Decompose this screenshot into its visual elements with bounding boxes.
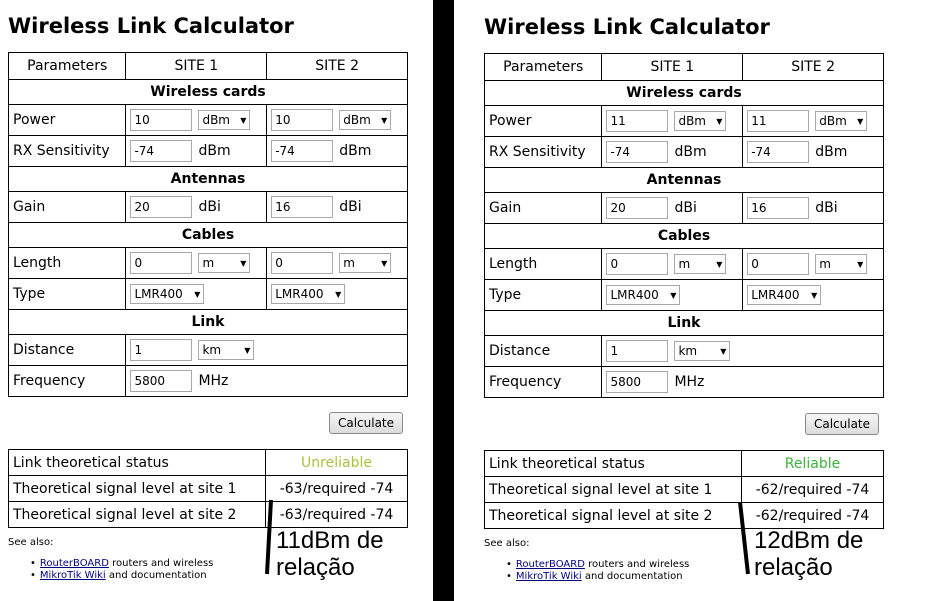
chevron-down-icon: ▼ <box>381 115 388 125</box>
annotation-line-1: 12dBm de <box>754 527 864 554</box>
gain-unit-label: dBi <box>674 200 697 216</box>
type-site1-select[interactable] <box>606 285 680 305</box>
chevron-down-icon: ▼ <box>194 289 201 299</box>
results-table <box>8 449 408 528</box>
select-value: LMR400 <box>275 287 324 301</box>
rx-site1-input[interactable]: -74 <box>606 141 668 163</box>
list-item <box>514 571 689 583</box>
link-desc: and documentation <box>581 571 683 582</box>
gain-unit-label: dBi <box>339 199 362 215</box>
select-value: dBm <box>202 113 230 127</box>
frequency-unit-label: MHz <box>674 374 705 390</box>
distance-input[interactable]: 1 <box>606 340 668 362</box>
label-frequency: Frequency <box>485 367 602 398</box>
site1-signal-label: Theoretical signal level at site 1 <box>9 476 266 502</box>
length-site2-input[interactable]: 0 <box>271 252 333 274</box>
link-desc: routers and wireless <box>108 558 214 569</box>
status-value: Reliable <box>742 451 884 477</box>
annotation-line <box>262 498 274 578</box>
label-rx-sensitivity: RX Sensitivity <box>485 137 602 168</box>
status-label: Link theoretical status <box>9 450 266 476</box>
rx-site2-input[interactable]: -74 <box>747 141 809 163</box>
select-value: LMR400 <box>134 287 183 301</box>
header-parameters: Parameters <box>485 54 602 81</box>
list-item <box>38 570 213 582</box>
label-distance: Distance <box>9 335 126 366</box>
gain-unit-label: dBi <box>815 200 838 216</box>
select-value: dBm <box>678 114 706 128</box>
label-power: Power <box>9 105 126 136</box>
list-item <box>514 559 689 571</box>
see-also-label: See also: <box>8 537 54 548</box>
type-site1-select[interactable] <box>130 284 204 304</box>
frequency-input[interactable]: 5800 <box>130 370 192 392</box>
chevron-down-icon: ▼ <box>716 116 723 126</box>
chevron-down-icon: ▼ <box>857 259 864 269</box>
length-site2-unit-select[interactable] <box>815 254 867 274</box>
label-gain: Gain <box>9 192 126 223</box>
chevron-down-icon: ▼ <box>335 289 342 299</box>
power-site1-input[interactable]: 10 <box>130 109 192 131</box>
distance-unit-select[interactable] <box>198 340 254 360</box>
list-item <box>38 558 213 570</box>
site1-signal-value: -63/required -74 <box>266 476 408 502</box>
select-value: LMR400 <box>610 288 659 302</box>
select-value: dBm <box>819 114 847 128</box>
select-value: m <box>343 256 355 270</box>
mikrotik-wiki-link[interactable]: MikroTik Wiki <box>515 571 582 582</box>
section-cables: Cables <box>485 224 884 249</box>
length-site1-unit-select[interactable] <box>674 254 726 274</box>
annotation-line-1: 11dBm de <box>276 527 384 554</box>
routerboard-link[interactable]: RouterBOARD <box>515 559 585 570</box>
chevron-down-icon: ▼ <box>240 258 247 268</box>
select-value: km <box>678 344 698 358</box>
select-value: dBm <box>343 113 371 127</box>
see-also-list <box>38 558 213 582</box>
chevron-down-icon: ▼ <box>240 115 247 125</box>
chevron-down-icon: ▼ <box>857 116 864 126</box>
panel-divider <box>433 0 454 601</box>
chevron-down-icon: ▼ <box>716 259 723 269</box>
label-rx-sensitivity: RX Sensitivity <box>9 136 126 167</box>
label-power: Power <box>485 106 602 137</box>
section-link: Link <box>485 311 884 336</box>
site2-signal-label: Theoretical signal level at site 2 <box>485 503 742 529</box>
results-table <box>484 450 884 529</box>
select-value: m <box>202 256 215 270</box>
see-also-list <box>514 559 689 583</box>
header-site-1: SITE 1 <box>602 54 743 81</box>
annotation-line-2: relação <box>276 554 355 581</box>
section-wireless-cards: Wireless cards <box>485 81 884 106</box>
calculate-button[interactable]: Calculate <box>329 412 403 434</box>
header-site-1: SITE 1 <box>126 53 267 80</box>
select-value: m <box>819 257 831 271</box>
distance-unit-select[interactable] <box>674 341 730 361</box>
length-site1-input[interactable]: 0 <box>130 252 192 274</box>
chevron-down-icon: ▼ <box>244 345 251 355</box>
site2-signal-label: Theoretical signal level at site 2 <box>9 502 266 528</box>
gain-site1-input[interactable]: 20 <box>130 196 192 218</box>
annotation-line-2: relação <box>754 554 833 581</box>
page-title: Wireless Link Calculator <box>484 15 770 39</box>
section-wireless-cards: Wireless cards <box>9 80 408 105</box>
select-value: km <box>202 343 222 357</box>
label-frequency: Frequency <box>9 366 126 397</box>
frequency-input[interactable]: 5800 <box>606 371 668 393</box>
calculator-panel-right <box>476 0 886 601</box>
label-length: Length <box>485 249 602 280</box>
rx-unit-label: dBm <box>815 144 848 160</box>
frequency-unit-label: MHz <box>198 373 229 389</box>
rx-unit-label: dBm <box>339 143 372 159</box>
header-site-2: SITE 2 <box>743 54 884 81</box>
type-site2-select[interactable] <box>271 284 345 304</box>
routerboard-link[interactable]: RouterBOARD <box>39 558 109 569</box>
see-also-label: See also: <box>484 538 530 549</box>
gain-unit-label: dBi <box>198 199 221 215</box>
label-type: Type <box>9 279 126 310</box>
parameters-table <box>484 53 884 398</box>
label-distance: Distance <box>485 336 602 367</box>
header-site-2: SITE 2 <box>267 53 408 80</box>
annotation-text <box>276 527 384 581</box>
chevron-down-icon: ▼ <box>670 290 677 300</box>
site2-signal-value: -62/required -74 <box>742 503 884 529</box>
rx-site2-input[interactable]: -74 <box>271 140 333 162</box>
rx-site1-input[interactable]: -74 <box>130 140 192 162</box>
annotation-text <box>754 527 863 581</box>
header-parameters: Parameters <box>9 53 126 80</box>
parameters-table <box>8 52 408 397</box>
power-site1-unit-select[interactable] <box>674 111 726 131</box>
status-value: Unreliable <box>266 450 408 476</box>
length-site1-unit-select[interactable] <box>198 253 250 273</box>
distance-input[interactable]: 1 <box>130 339 192 361</box>
page-title: Wireless Link Calculator <box>8 14 294 38</box>
chevron-down-icon: ▼ <box>381 258 388 268</box>
length-site1-input[interactable]: 0 <box>606 253 668 275</box>
link-desc: and documentation <box>105 570 207 581</box>
type-site2-select[interactable] <box>747 285 821 305</box>
section-link: Link <box>9 310 408 335</box>
power-site2-unit-select[interactable] <box>339 110 391 130</box>
site1-signal-label: Theoretical signal level at site 1 <box>485 477 742 503</box>
select-value: m <box>678 257 691 271</box>
power-site2-unit-select[interactable] <box>815 111 867 131</box>
site2-signal-value: -63/required -74 <box>266 502 408 528</box>
rx-unit-label: dBm <box>674 144 707 160</box>
chevron-down-icon: ▼ <box>720 346 727 356</box>
section-cables: Cables <box>9 223 408 248</box>
select-value: LMR400 <box>751 288 800 302</box>
length-site2-input[interactable]: 0 <box>747 253 809 275</box>
status-label: Link theoretical status <box>485 451 742 477</box>
gain-site2-input[interactable]: 16 <box>747 197 809 219</box>
chevron-down-icon: ▼ <box>811 290 818 300</box>
rx-unit-label: dBm <box>198 143 231 159</box>
annotation-line <box>736 500 752 578</box>
gain-site2-input[interactable]: 16 <box>271 196 333 218</box>
link-desc: routers and wireless <box>584 559 690 570</box>
calculator-panel-left <box>0 0 410 601</box>
gain-site1-input[interactable]: 20 <box>606 197 668 219</box>
label-length: Length <box>9 248 126 279</box>
section-antennas: Antennas <box>485 168 884 193</box>
label-type: Type <box>485 280 602 311</box>
calculate-button[interactable]: Calculate <box>805 413 879 435</box>
power-site1-input[interactable]: 11 <box>606 110 668 132</box>
site1-signal-value: -62/required -74 <box>742 477 884 503</box>
power-site1-unit-select[interactable] <box>198 110 250 130</box>
mikrotik-wiki-link[interactable]: MikroTik Wiki <box>39 570 106 581</box>
power-site2-input[interactable]: 10 <box>271 109 333 131</box>
label-gain: Gain <box>485 193 602 224</box>
section-antennas: Antennas <box>9 167 408 192</box>
length-site2-unit-select[interactable] <box>339 253 391 273</box>
power-site2-input[interactable]: 11 <box>747 110 809 132</box>
